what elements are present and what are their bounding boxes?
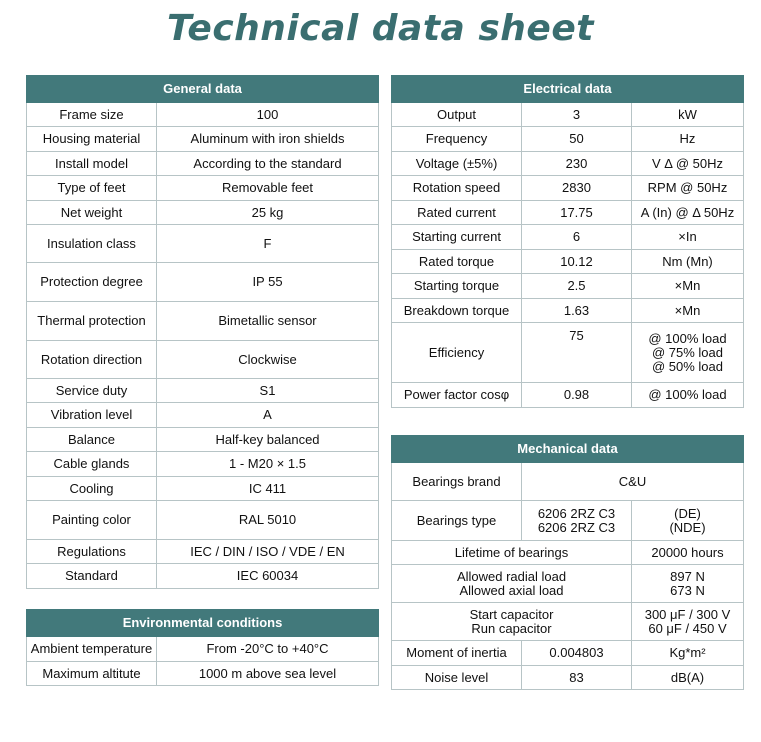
power-factor-value: 0.98 [522,383,632,408]
radial-load-label: Allowed radial load [456,568,567,584]
table-row [392,274,744,299]
table-row [27,452,379,477]
row-value: Bimetallic sensor [157,302,379,341]
load-values [632,565,744,603]
table-row [392,225,744,250]
start-capacitor-value: 300 μF / 300 V [644,606,731,622]
row-label: Housing material [27,127,157,152]
table-row [27,564,379,589]
electrical-data-table [391,75,744,408]
efficiency-value: 75 [522,323,632,383]
row-unit: kW [632,103,744,127]
row-unit: ×Mn [632,274,744,299]
inertia-value: 0.004803 [522,641,632,666]
row-value: 10.12 [522,250,632,274]
table-row [392,152,744,176]
environment-table [26,609,379,686]
row-unit: Nm (Mn) [632,250,744,274]
table-row [27,477,379,501]
row-value: S1 [157,379,379,403]
table-row [27,263,379,302]
table-row [27,403,379,428]
general-data-header: General data [27,76,379,103]
axial-load-label: Allowed axial load [459,582,564,598]
row-label: Painting color [27,501,157,540]
row-value: RAL 5010 [157,501,379,540]
table-row [27,127,379,152]
row-value: 50 [522,127,632,152]
row-label: Regulations [27,540,157,564]
row-unit: ×Mn [632,299,744,323]
row-label: Net weight [27,201,157,225]
table-row [392,299,744,323]
mechanical-data-table [391,435,744,690]
row-value: Removable feet [157,176,379,201]
row-label: Standard [27,564,157,589]
table-row [392,127,744,152]
row-value: 230 [522,152,632,176]
bearings-brand-label: Bearings brand [392,463,522,501]
row-unit: ×In [632,225,744,250]
axial-load-value: 673 N [670,582,705,598]
page-title: Technical data sheet [167,8,594,49]
radial-load-value: 897 N [670,568,705,584]
table-row [27,176,379,201]
row-label: Vibration level [27,403,157,428]
table-row [27,152,379,176]
bearing-lifetime-label: Lifetime of bearings [392,541,632,565]
bearing-model: 6206 2RZ C3 [537,505,616,521]
row-unit: RPM @ 50Hz [632,176,744,201]
row-label: Cooling [27,477,157,501]
row-label: Frame size [27,103,157,127]
row-label: Output [392,103,522,127]
table-row [27,201,379,225]
bearing-side: (DE) [674,505,701,521]
environment-header: Environmental conditions [27,610,379,637]
table-row [27,501,379,540]
row-label: Rated torque [392,250,522,274]
max-altitude-value: 1000 m above sea level [157,662,379,686]
mechanical-data-header: Mechanical data [392,436,744,463]
general-data-table [26,75,379,589]
row-value: 100 [157,103,379,127]
table-row [27,103,379,127]
row-unit: A (In) @ Δ 50Hz [632,201,744,225]
bearings-type-values [522,501,632,541]
row-value: Aluminum with iron shields [157,127,379,152]
row-label: Insulation class [27,225,157,263]
row-label: Service duty [27,379,157,403]
bearings-type-label: Bearings type [392,501,522,541]
table-row [392,250,744,274]
inertia-unit: Kg*m² [632,641,744,666]
bearing-side: (NDE) [669,519,706,535]
ambient-temperature-label: Ambient temperature [27,637,157,662]
table-row [27,341,379,379]
row-value: Clockwise [157,341,379,379]
row-value: F [157,225,379,263]
row-value: Half-key balanced [157,428,379,452]
row-value: 17.75 [522,201,632,225]
capacitor-labels [392,603,632,641]
row-value: IEC 60034 [157,564,379,589]
row-value: IP 55 [157,263,379,302]
table-row [27,379,379,403]
row-label: Frequency [392,127,522,152]
run-capacitor-value: 60 μF / 450 V [648,620,727,636]
row-label: Breakdown torque [392,299,522,323]
row-value: 1.63 [522,299,632,323]
row-value: IEC / DIN / ISO / VDE / EN [157,540,379,564]
row-unit: V Δ @ 50Hz [632,152,744,176]
table-row [392,176,744,201]
row-label: Starting current [392,225,522,250]
noise-level-value: 83 [522,666,632,690]
electrical-data-header: Electrical data [392,76,744,103]
efficiency-unit: @ 75% load [651,344,724,360]
row-value: According to the standard [157,152,379,176]
table-row [27,540,379,564]
load-labels [392,565,632,603]
row-value: 1 - M20 × 1.5 [157,452,379,477]
row-label: Voltage (±5%) [392,152,522,176]
table-row [392,103,744,127]
capacitor-values [632,603,744,641]
row-label: Protection degree [27,263,157,302]
efficiency-units [632,323,744,383]
bearings-type-sides [632,501,744,541]
noise-level-label: Noise level [392,666,522,690]
row-unit: Hz [632,127,744,152]
efficiency-unit: @ 50% load [651,358,724,374]
max-altitude-label: Maximum altitute [27,662,157,686]
row-value: 6 [522,225,632,250]
bearing-model: 6206 2RZ C3 [537,519,616,535]
table-row [392,201,744,225]
table-row [27,225,379,263]
row-value: IC 411 [157,477,379,501]
run-capacitor-label: Run capacitor [471,620,552,636]
row-value: 25 kg [157,201,379,225]
row-label: Install model [27,152,157,176]
row-label: Thermal protection [27,302,157,341]
row-value: 3 [522,103,632,127]
row-value: A [157,403,379,428]
table-row [27,428,379,452]
row-label: Balance [27,428,157,452]
row-label: Starting torque [392,274,522,299]
power-factor-unit: @ 100% load [632,383,744,408]
power-factor-label: Power factor cosφ [392,383,522,408]
row-label: Type of feet [27,176,157,201]
row-label: Rated current [392,201,522,225]
row-label: Rotation direction [27,341,157,379]
row-label: Cable glands [27,452,157,477]
efficiency-unit: @ 100% load [648,330,727,346]
start-capacitor-label: Start capacitor [469,606,554,622]
row-label: Rotation speed [392,176,522,201]
table-row [27,302,379,341]
bearing-lifetime-value: 20000 hours [632,541,744,565]
efficiency-label: Efficiency [392,323,522,383]
row-value: 2.5 [522,274,632,299]
row-value: 2830 [522,176,632,201]
noise-level-unit: dB(A) [632,666,744,690]
ambient-temperature-value: From -20°C to +40°C [157,637,379,662]
inertia-label: Moment of inertia [392,641,522,666]
bearings-brand-value: C&U [522,463,744,501]
